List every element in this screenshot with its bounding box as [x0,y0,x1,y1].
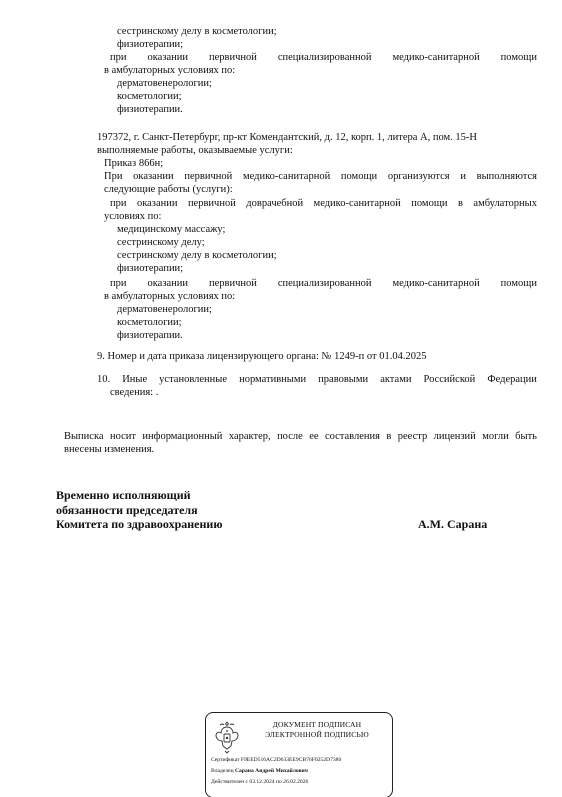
notice-line1 [64,430,537,443]
block2-line: медицинскому массажу; [117,224,226,235]
word: правовыми [318,374,369,385]
word: Российской [423,374,476,385]
signatory-title-line3: Комитета по здравоохранению [56,517,223,531]
stamp-title-line1: ДОКУМЕНТ ПОДПИСАН [272,720,362,729]
block2-line: в амбулаторных условиях по: [104,291,236,302]
stamp-validity: Действителен с 03.12.2024 по 26.02.2026 [211,779,309,785]
word: быть [515,431,537,442]
block2-line: дерматовенерологии; [117,304,212,315]
word: 10. [97,374,111,385]
word: помощи [411,198,448,209]
stamp-owner [211,768,308,775]
word: оказании [136,198,178,209]
word: амбулаторных [473,198,537,209]
word: оказании [133,171,174,182]
word: первичной [184,171,233,182]
word: медико-санитарной [313,198,401,209]
word: медико-санитарной [392,278,480,289]
word: в [386,431,392,442]
block1-line: физиотерапии; [117,39,184,50]
word: Иные [122,374,148,385]
word: установленные [159,374,228,385]
signatory-name: А.М. Сарана [418,517,488,531]
word: первичной [187,198,236,209]
block2-line: сестринскому делу в косметологии; [117,250,277,261]
block2-justified-line [110,197,537,210]
item-9: 9. Номер и дата приказа лицензирующего органа: № 1249-п от 01.04.2025 [97,351,427,362]
electronic-signature-stamp [205,712,393,797]
block1-line: физиотерапии. [117,104,183,115]
block2-line: физиотерапии. [117,330,183,341]
word: при [110,278,127,289]
stamp-title [246,720,388,739]
word: медико-санитарной [392,52,480,63]
word: информационный [142,431,223,442]
word: первичной [208,52,257,63]
address-line: 197372, г. Санкт-Петербург, пр-кт Комендантский, д. 12, корп. 1, литера А, пом. 15-Н [97,132,477,143]
block2-line: физиотерапии; [117,263,184,274]
coat-of-arms-icon [214,719,240,755]
stamp-owner-label: Владелец [211,768,234,774]
word: доврачебной [246,198,304,209]
word: нормативными [239,374,307,385]
word: помощи [500,52,537,63]
signatory-title-line2: обязанности председателя [56,503,198,517]
word: Федерации [487,374,537,385]
word: и [460,171,466,182]
block2-justified-line [110,277,537,290]
item-10-line2: сведения: . [110,387,159,398]
word: после [277,431,303,442]
order-line: Приказ 866н; [104,158,164,169]
word: оказании [147,52,188,63]
block1-line: сестринскому делу в косметологии; [117,26,277,37]
word: помощи [340,171,378,182]
works-heading: выполняемые работы, оказываемые услуги: [97,145,293,156]
word: характер, [228,431,271,442]
word: в [457,198,463,209]
word: реестр [397,431,428,442]
word: оказании [147,278,188,289]
word: выполняются [476,171,537,182]
word: составления [324,431,380,442]
block2-line: следующие работы (услуги): [104,184,233,195]
word: лицензий [433,431,476,442]
signatory-title-line1: Временно исполняющий [56,488,191,502]
word: помощи [500,278,537,289]
word: носит [109,431,136,442]
word: Выписка [64,431,104,442]
word: ее [309,431,319,442]
word: специализированной [277,278,372,289]
word: при [110,198,127,209]
block1-line: косметологии; [117,91,182,102]
block2-line: условиях по: [104,211,162,222]
word: актами [380,374,412,385]
block2-line: сестринскому делу; [117,237,205,248]
word: первичной [208,278,257,289]
word: могли [482,431,509,442]
word: при [110,52,127,63]
word: медико-санитарной [242,171,331,182]
item-10-line1 [97,373,537,386]
word: специализированной [277,52,372,63]
block1-line: дерматовенерологии; [117,78,212,89]
block2-justified-line [104,170,537,183]
block2-line: косметологии; [117,317,182,328]
notice-line2: внесены изменения. [64,444,155,455]
word: При [104,171,123,182]
stamp-certificate: Сертификат F9EED516AC2D633EE9CB76F0252D7380 [211,757,342,763]
block1-justified-line [110,51,537,64]
stamp-title-line2: ЭЛЕКТРОННОЙ ПОДПИСЬЮ [265,729,369,739]
stamp-owner-name: Сарана Андрей Михайлович [235,768,308,774]
block1-line: в амбулаторных условиях по: [104,65,236,76]
word: организуются [387,171,450,182]
